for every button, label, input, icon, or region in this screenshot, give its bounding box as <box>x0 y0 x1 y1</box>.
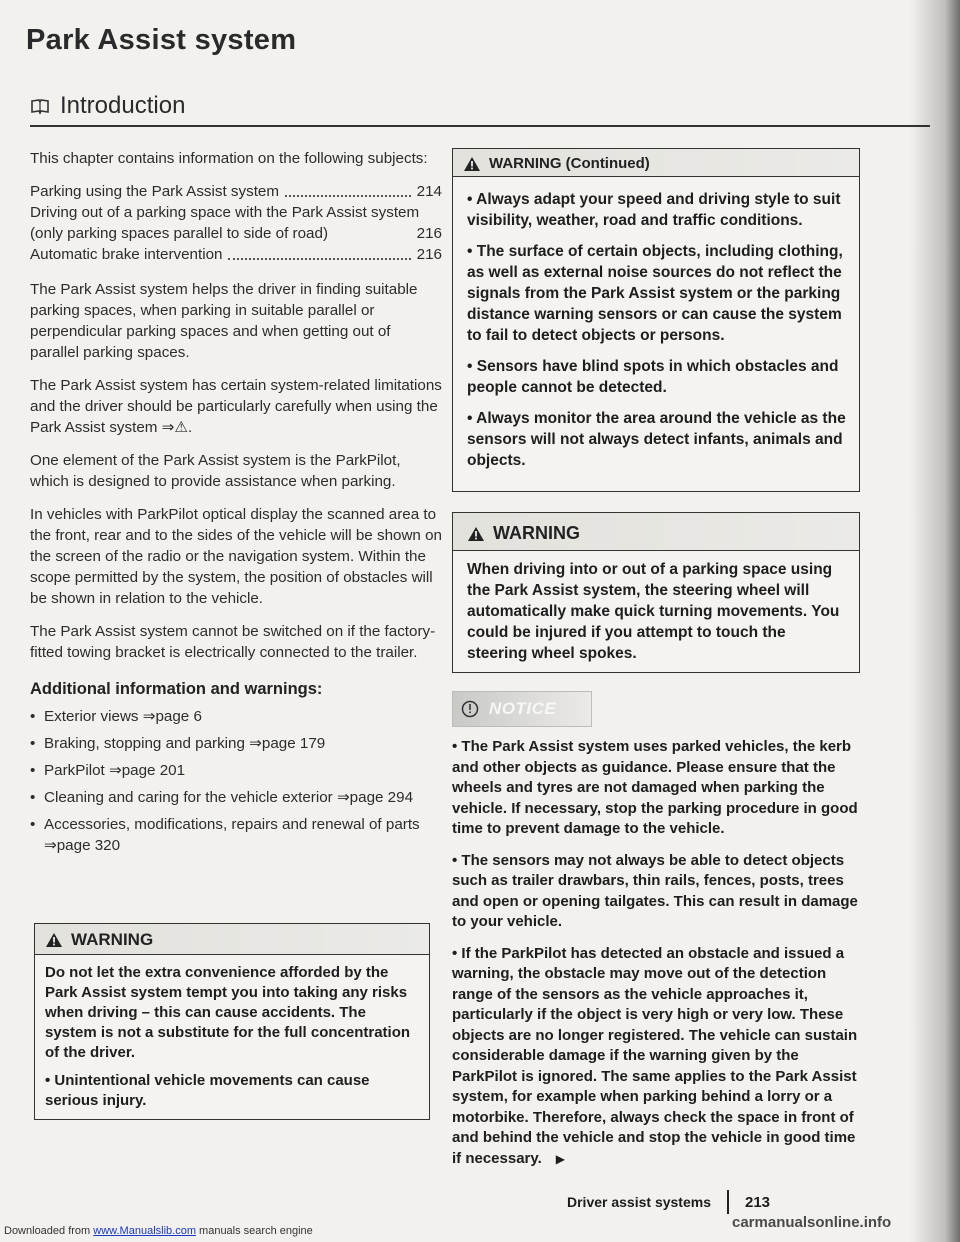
source-prefix: Downloaded from <box>4 1225 94 1237</box>
footer-divider <box>727 1190 729 1214</box>
footer-section: Driver assist systems <box>567 1194 711 1210</box>
warning-text: When driving into or out of a parking space using the Park Assist system, the steering wheel will automatically make quick turning movements. You could be injured if you attempt to touch the steering wheel spokes. <box>467 561 840 662</box>
section-title: Introduction <box>60 92 186 119</box>
toc-page: 214 <box>416 183 442 200</box>
notice-title: NOTICE <box>489 699 557 718</box>
paragraph: One element of the Park Assist system is the ParkPilot, which is designed to provide assistance when parking. <box>30 452 401 490</box>
toc-leader <box>228 258 410 260</box>
warning-triangle-icon <box>463 156 481 172</box>
warning-body <box>453 551 859 672</box>
warning-body <box>453 177 859 491</box>
intro-text: This chapter contains information on the following subjects: <box>30 150 428 167</box>
section-heading <box>30 92 185 120</box>
left-column <box>30 148 442 862</box>
table-of-contents <box>30 181 442 265</box>
left-warning-box <box>34 923 430 1120</box>
watermark: carmanualsonline.info <box>732 1214 892 1231</box>
notice-item <box>452 944 860 1170</box>
list-item[interactable]: • Braking, stopping and parking ⇒page 179 <box>30 733 442 754</box>
list-item[interactable]: • Accessories, modifications, repairs and renewal of parts ⇒page 320 <box>30 814 442 856</box>
list-item[interactable]: • ParkPilot ⇒page 201 <box>30 760 442 781</box>
toc-label: Automatic brake intervention <box>30 246 223 263</box>
warning-item: • Always adapt your speed and driving style to suit visibility, weather, road and traffic conditions. <box>467 191 841 229</box>
toc-leader <box>285 195 411 197</box>
toc-entry[interactable] <box>30 202 442 244</box>
paragraph: The Park Assist system helps the driver in finding suitable parking spaces, when parking in suitable parallel or perpendicular parking spaces and when getting out of parallel parking spaces. <box>30 281 418 361</box>
warning-triangle-icon <box>467 526 485 542</box>
warning-title: WARNING <box>493 523 580 543</box>
page-title: Park Assist system <box>26 24 297 56</box>
section-divider <box>30 125 930 127</box>
continue-arrow-icon: ▶ <box>555 1151 566 1166</box>
toc-page: 216 <box>416 225 442 242</box>
warning-header <box>453 513 859 551</box>
warning-text: Do not let the extra convenience afforded by the Park Assist system tempt you into taking any risks when driving – this can cause accidents. The system is not a substitute for the full concentration of the driver. <box>45 964 411 1061</box>
notice-item: • The Park Assist system uses parked vehicles, the kerb and other objects as guidance. Please ensure that the wheels and tyres are not damaged when parking the vehicle. If necessary, stop the parking procedure in good time to prevent damage to the vehicle. <box>452 738 858 837</box>
book-icon <box>30 97 50 115</box>
warning-item: • Sensors have blind spots in which obstacles and people cannot be detected. <box>467 358 839 396</box>
notice-item-text: • If the ParkPilot has detected an obstacle and issued a warning, the obstacle may move out of the detection range of the sensors as the vehicle approaches it, particularly if the object is very high or very low. These objects are no longer registered. The vehicle can sustain considerable damage if the warning given by the ParkPilot is ignored. The same applies to the Park Assist system, for example when parking behind a lorry or a motorbike. Therefore, always check the space in front of and behind the vehicle and stop the vehicle in good time if necessary. <box>452 944 858 1167</box>
warning-title: WARNING (Continued) <box>489 155 650 172</box>
paragraph: The Park Assist system has certain system-related limitations and the driver should be particularly carefully when using the Park Assist system ⇒⚠. <box>30 377 442 436</box>
list-item[interactable]: • Exterior views ⇒page 6 <box>30 706 442 727</box>
warning-text: • Unintentional vehicle movements can cause serious injury. <box>45 1072 370 1109</box>
warning-title: WARNING <box>71 930 154 949</box>
page-number: 213 <box>745 1193 771 1211</box>
warning-header <box>453 149 859 177</box>
source-suffix: manuals search engine <box>195 1225 313 1237</box>
right-column <box>452 148 860 1180</box>
warning-continued-box <box>452 148 860 492</box>
notice-body <box>452 737 860 1169</box>
additional-heading: Additional information and warnings: <box>30 680 323 698</box>
notice-label <box>452 691 592 727</box>
warning-header <box>35 924 429 955</box>
warning-body <box>35 955 429 1119</box>
paragraph: In vehicles with ParkPilot optical display the scanned area to the front, rear and to the sides of the vehicle will be shown on the screen of the radio or the navigation system. Within the scope permitted by the system, the position of obstacles will be shown in relation to the vehicle. <box>30 506 442 607</box>
list-item[interactable]: • Cleaning and caring for the vehicle exterior ⇒page 294 <box>30 787 442 808</box>
notice-item: • The sensors may not always be able to detect objects such as trailer drawbars, thin rails, fences, posts, trees and open or opening tailgates. This can result in damage to your vehicle. <box>452 851 858 930</box>
page-edge-shadow <box>910 0 960 1242</box>
toc-entry[interactable] <box>30 181 442 202</box>
toc-label: Driving out of a parking space with the Park Assist system (only parking spaces parallel to side of road) <box>30 204 420 242</box>
toc-page: 216 <box>416 246 442 263</box>
warning-item: • Always monitor the area around the vehicle as the sensors will not always detect infants, animals and objects. <box>467 410 846 469</box>
source-link[interactable]: www.Manualslib.com <box>93 1225 196 1237</box>
paragraph: The Park Assist system cannot be switched on if the factory-fitted towing bracket is electrically connected to the trailer. <box>30 623 436 661</box>
steering-warning-box <box>452 512 860 673</box>
toc-label: Parking using the Park Assist system <box>30 183 280 200</box>
warning-triangle-icon <box>45 932 63 948</box>
source-line <box>4 1225 313 1237</box>
additional-list <box>30 706 442 856</box>
notice-circle-icon <box>461 700 479 718</box>
warning-item: • The surface of certain objects, including clothing, as well as external noise sources do not reflect the signals from the Park Assist system or the parking distance warning sensors or can cause the system to fail to detect objects or persons. <box>467 243 843 344</box>
page-footer <box>567 1190 770 1214</box>
toc-entry[interactable] <box>30 244 442 265</box>
